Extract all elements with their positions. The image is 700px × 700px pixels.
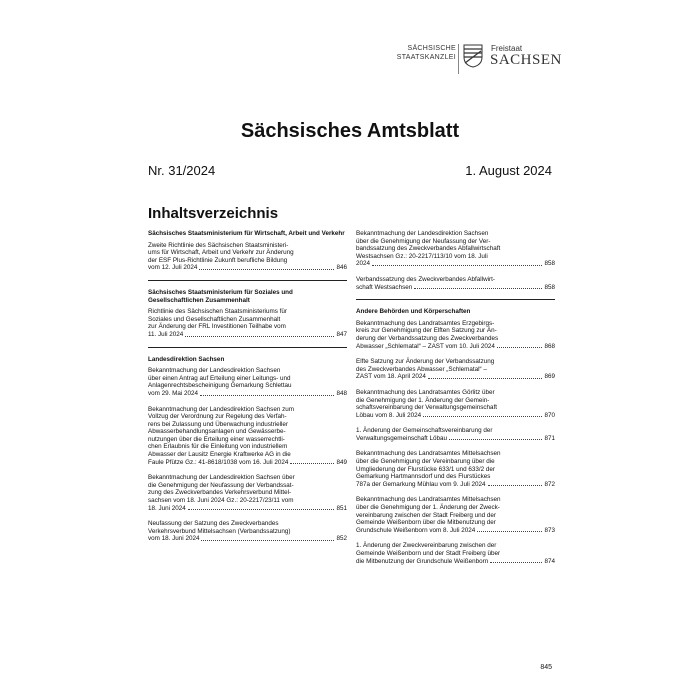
toc-right-column [356,230,555,573]
dot-leader [188,509,335,510]
toc-entry-last-line [356,412,555,420]
toc-entry-line: Neufassung der Satzung des Zweckverbandes [148,520,279,528]
toc-entry [148,406,347,467]
toc-entry [148,367,347,397]
institution-logo-text [372,44,456,62]
toc-entry-last-line [356,527,555,535]
toc-entry-line: Bekanntmachung des Landratsamtes Görlitz über [356,388,495,396]
toc-entry [356,320,555,350]
toc-entry [356,276,555,291]
toc-entry-text: Verwaltungsgemeinschaft Löbau [356,434,448,442]
toc-entry [356,358,555,381]
toc-entry [148,474,347,512]
toc-entry-line: rens bei Zulassung und Überwachung industrieller [148,420,289,428]
dot-leader [201,540,334,541]
dot-leader [477,531,542,532]
toc-entry-line: die Genehmigung der Neufassung der Verbandssat- [148,481,294,489]
toc-entry-line: kreis zur Genehmigung der Elften Satzung zur Än- [356,327,497,335]
toc-page-number: 848 [336,389,347,397]
toc-entry-line: 1. Änderung der Zweckvereinbarung zwischen der [356,542,497,550]
toc-entry-line: Gemarkung Hartmannsdorf und des Flurstückes [356,473,491,481]
section-heading: Sächsisches Staatsministerium für Soziales und Gesellschaftlichen Zusammenhalt [148,288,293,304]
toc-entry-last-line [356,435,555,443]
toc-entry-last-line [356,558,555,566]
toc-entry-last-line [148,331,347,339]
toc-entry [356,542,555,565]
toc-entry-line: über die Genehmigung der 1. Änderung der Zweck- [356,504,500,512]
toc-entry-text: Grundschule Weißenborn vom 8. Juli 2024 [356,526,476,534]
toc-entry-line: Verbandssatzung des Zweckverbandes Abfallwirt- [356,275,495,283]
dot-leader [199,269,334,270]
toc-page-number: 871 [544,434,555,442]
toc-entry-line: zur Änderung der FRL Investitionen Teilhabe vom [148,323,286,331]
issue-number: Nr. 31/2024 [148,163,216,178]
toc-entry-text: 18. Juni 2024 [148,504,186,512]
toc-entry-line: Anlagenrechtsbescheinigung Gemarkung Schlettau [148,382,292,390]
toc-entry-line: Bekanntmachung der Landesdirektion Sachsen [356,230,489,237]
brand-small: Freistaat [491,44,523,53]
toc-entry-line: chen Erlaubnis für die Einleitung von industriellem [148,443,288,451]
toc-entry-line: über die Genehmigung der Vereinbarung über die [356,458,495,466]
toc-entry-line: Bekanntmachung der Landesdirektion Sachsen über [148,474,295,482]
page-title: Sächsisches Amtsblatt [240,120,460,142]
toc-entry [356,450,555,488]
brand-large: SACHSEN [490,52,562,68]
dot-leader [372,265,542,266]
toc-page-number: 873 [544,526,555,534]
toc-entry-line: Abwasser der Lausitz Energie Kraftwerke AG in die [148,451,291,459]
toc-entry-line: nutzungen über die Erteilung einer wasserrechtli- [148,435,285,443]
logo-divider [458,44,459,74]
toc-entry-text: Faule Pfütze Gz.: 41-8618/1038 vom 16. Juli 2024 [148,458,289,466]
toc-entry-text: Löbau vom 8. Juli 2024 [356,411,422,419]
section-heading: Sächsisches Staatsministerium für Wirtschaft, Arbeit und Verkehr [148,230,345,237]
toc-entry-line: Bekanntmachung der Landesdirektion Sachsen [148,367,281,375]
page-number: 845 [540,664,552,671]
toc-page-number: 852 [336,535,347,543]
toc-page-number: 874 [544,557,555,565]
dot-leader [428,378,543,379]
dot-leader [423,416,542,417]
toc-entry [356,389,555,419]
toc-left-column [148,230,347,551]
toc-entry-last-line [148,264,347,272]
toc-entry-last-line [356,260,555,268]
toc-entry [356,496,555,534]
institution-line-2: STAATSKANZLEI [396,54,456,61]
toc-entry-text: Abwasser „Schlematal“ – ZAST vom 10. Juli 2024 [356,342,495,350]
section-divider [148,280,347,281]
toc-entry-line: Gemeinde Weißenborn und der Stadt Freiberg über [356,550,501,557]
toc-page-number: 846 [336,264,347,272]
toc-page-number: 858 [544,260,555,268]
toc-entry-line: Verkehrsverbund Mittelsachsen (Verbandssatzung) [148,527,291,535]
toc-entry-text: vom 18. Juni 2024 [148,535,200,543]
toc-entry-line: Vollzug der Verordnung zur Regelung des Verfah- [148,413,287,421]
toc-entry-last-line [148,459,347,467]
toc-page-number: 869 [544,373,555,381]
toc-entry-line: ums für Wirtschaft, Arbeit und Verkehr zur Änderung [148,249,294,257]
dot-leader [185,336,334,337]
toc-entry-last-line [356,343,555,351]
toc-page-number: 868 [544,342,555,350]
toc-entry-last-line [356,481,555,489]
toc-page-number: 870 [544,411,555,419]
toc-entry-line: Umgliederung der Flurstücke 633/1 und 633/2 der [356,465,495,473]
dot-leader [414,288,542,289]
coat-of-arms-icon [463,44,483,68]
toc-entry-line: schaftsvereinbarung der Verwaltungsgemeinschaft [356,404,498,412]
section-heading: Landesdirektion Sachsen [148,355,225,363]
section-divider [356,299,555,300]
dot-leader [290,463,334,464]
toc-entry-text: 2024 [356,260,371,268]
toc-heading: Inhaltsverzeichnis [148,205,279,222]
toc-entry-line: vereinbarung zwischen der Stadt Freiberg und der [356,511,497,519]
toc-entry-text: vom 12. Juli 2024 [148,264,198,272]
dot-leader [497,347,543,348]
toc-entry-line: Richtlinie des Sächsischen Staatsministeriums für [148,308,287,316]
toc-entry [148,520,347,543]
toc-entry-line: Soziales und Gesellschaftlichen Zusammenhalt [148,315,281,323]
toc-entry-line: die Genehmigung der 1. Änderung der Gemein- [356,396,490,404]
toc-entry-line: derung der Verbandssatzung des Zweckverbandes [356,334,499,342]
toc-entry-line: Bekanntmachung der Landesdirektion Sachsen zum [148,405,294,413]
toc-entry-last-line [148,505,347,513]
toc-page-number: 847 [336,330,347,338]
dot-leader [449,439,542,440]
section-divider [148,347,347,348]
toc-entry-last-line [356,284,555,292]
toc-entry-line: zung des Zweckverbandes Verkehrsverbund Mittel- [148,489,292,497]
toc-entry-line: Elfte Satzung zur Änderung der Verbandssatzung [356,358,495,366]
toc-entry [356,230,555,268]
toc-entry-line: Bekanntmachung des Landratsamtes Mittelsachsen [356,496,501,504]
toc-entry-last-line [148,535,347,543]
toc-entry-line: der ESF Plus-Richtlinie Zukunft berufliche Bildung [148,256,288,264]
toc-entry-text: die Mitbenutzung der Grundschule Weißenborn [356,557,489,565]
toc-entry-text: schaft Westsachsen [356,283,413,291]
toc-entry-line: bandssatzung des Zweckverbandes Abfallwirtschaft [356,245,501,253]
toc-entry-line: des Zweckverbandes Abwasser „Schlematal“ – [356,365,487,373]
toc-entry-line: Westsachsen Gz.: 20-2217/113/10 vom 18. Juli [356,252,488,260]
toc-entry-line: über die Genehmigung der Neufassung der Ver- [356,237,491,245]
toc-entry-line: 1. Änderung der Gemeinschaftsvereinbarung der [356,427,493,435]
toc-entry [356,427,555,442]
toc-entry-text: ZAST vom 18. April 2024 [356,373,426,381]
toc-page-number: 851 [336,504,347,512]
toc-entry [148,308,347,338]
toc-entry-text: vom 29. Mai 2024 [148,389,199,397]
toc-page-number: 872 [544,480,555,488]
toc-entry-line: sachsen vom 18. Juni 2024 Gz.: 20-2217/23/11 vom [148,497,294,505]
toc-page-number: 858 [544,283,555,291]
institution-line-1: SÄCHSISCHE [407,45,456,52]
toc-page-number: 849 [336,458,347,466]
toc-entry-line: Bekanntmachung des Landratsamtes Erzgebirgs- [356,319,495,327]
toc-entry-last-line [356,373,555,381]
toc-entry-last-line [148,390,347,398]
issue-date: 1. August 2024 [465,163,552,178]
section-heading: Andere Behörden und Körperschaften [356,308,471,316]
dot-leader [490,562,542,563]
toc-entry [148,242,347,272]
dot-leader [200,395,334,396]
dot-leader [488,485,543,486]
toc-entry-line: Abwasserbehandlungsanlagen und Gewässerbe- [148,428,286,436]
toc-entry-text: 787a der Gemarkung Mühlau vom 9. Juli 2024 [356,480,486,488]
toc-entry-line: Gemeinde Weißenborn über die Mitbenutzung der [356,519,496,527]
toc-entry-text: 11. Juli 2024 [148,330,184,338]
toc-entry-line: Bekanntmachung des Landratsamtes Mittelsachsen [356,450,501,458]
toc-entry-line: über einen Antrag auf Erteilung einer Leitungs- und [148,374,291,382]
toc-entry-line: Zweite Richtlinie des Sächsischen Staatsministeri- [148,241,289,249]
